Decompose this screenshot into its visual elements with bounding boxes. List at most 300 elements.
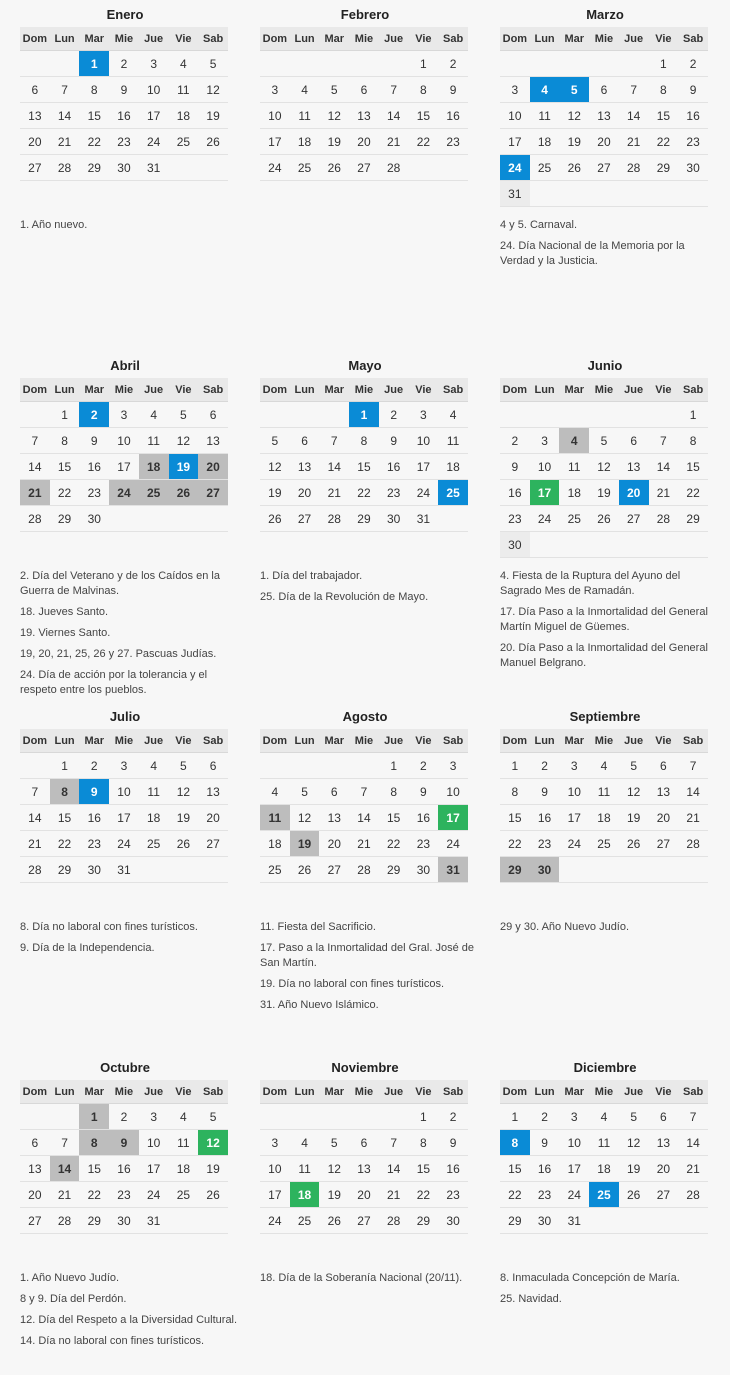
day-cell[interactable]: 6 [349,77,379,103]
day-cell[interactable]: 21 [349,831,379,857]
day-cell[interactable]: 25 [169,129,199,155]
day-cell[interactable]: 4 [559,428,589,454]
day-cell[interactable]: 19 [198,1156,228,1182]
day-cell[interactable]: 21 [50,129,80,155]
day-cell[interactable]: 19 [319,129,349,155]
day-cell[interactable]: 14 [678,779,708,805]
day-cell[interactable]: 28 [319,506,349,532]
day-cell[interactable]: 8 [349,428,379,454]
day-cell[interactable]: 17 [260,1182,290,1208]
day-cell[interactable]: 19 [559,129,589,155]
day-cell[interactable]: 26 [198,1182,228,1208]
day-cell[interactable]: 31 [409,506,439,532]
day-cell[interactable]: 7 [649,428,679,454]
day-cell[interactable]: 16 [79,805,109,831]
day-cell[interactable]: 15 [379,805,409,831]
day-cell[interactable]: 31 [500,181,530,207]
day-cell[interactable]: 12 [290,805,320,831]
day-cell[interactable]: 19 [619,1156,649,1182]
day-cell[interactable]: 8 [79,77,109,103]
day-cell[interactable]: 26 [260,506,290,532]
day-cell[interactable]: 6 [619,428,649,454]
day-cell[interactable]: 5 [559,77,589,103]
day-cell[interactable]: 15 [678,454,708,480]
day-cell[interactable]: 17 [109,805,139,831]
day-cell[interactable]: 27 [589,155,619,181]
day-cell[interactable]: 20 [619,480,649,506]
day-cell[interactable]: 12 [319,103,349,129]
day-cell[interactable]: 20 [349,129,379,155]
day-cell[interactable]: 24 [559,831,589,857]
day-cell[interactable]: 11 [530,103,560,129]
day-cell[interactable]: 25 [530,155,560,181]
day-cell[interactable]: 5 [198,1104,228,1130]
day-cell[interactable]: 16 [438,1156,468,1182]
day-cell[interactable]: 8 [500,779,530,805]
day-cell[interactable]: 3 [260,1130,290,1156]
day-cell[interactable]: 4 [169,1104,199,1130]
day-cell[interactable]: 5 [619,753,649,779]
day-cell[interactable]: 6 [349,1130,379,1156]
day-cell[interactable]: 25 [290,1208,320,1234]
day-cell[interactable]: 31 [438,857,468,883]
day-cell[interactable]: 23 [109,129,139,155]
day-cell[interactable]: 18 [260,831,290,857]
day-cell[interactable]: 22 [349,480,379,506]
day-cell[interactable]: 10 [409,428,439,454]
day-cell[interactable]: 5 [290,779,320,805]
day-cell[interactable]: 31 [139,155,169,181]
day-cell[interactable]: 29 [379,857,409,883]
day-cell[interactable]: 15 [79,1156,109,1182]
day-cell[interactable]: 13 [198,428,228,454]
day-cell[interactable]: 23 [530,831,560,857]
day-cell[interactable]: 22 [649,129,679,155]
day-cell[interactable]: 18 [559,480,589,506]
day-cell[interactable]: 2 [79,402,109,428]
day-cell[interactable]: 26 [198,129,228,155]
day-cell[interactable]: 18 [530,129,560,155]
day-cell[interactable]: 2 [409,753,439,779]
day-cell[interactable]: 12 [169,779,199,805]
day-cell[interactable]: 4 [139,402,169,428]
day-cell[interactable]: 3 [559,753,589,779]
day-cell[interactable]: 27 [349,1208,379,1234]
day-cell[interactable]: 27 [198,480,228,506]
day-cell[interactable]: 4 [438,402,468,428]
day-cell[interactable]: 7 [20,428,50,454]
day-cell[interactable]: 2 [109,1104,139,1130]
day-cell[interactable]: 1 [379,753,409,779]
day-cell[interactable]: 24 [500,155,530,181]
day-cell[interactable]: 4 [290,1130,320,1156]
day-cell[interactable]: 7 [349,779,379,805]
day-cell[interactable]: 9 [530,1130,560,1156]
day-cell[interactable]: 17 [409,454,439,480]
day-cell[interactable]: 16 [379,454,409,480]
day-cell[interactable]: 8 [409,77,439,103]
day-cell[interactable]: 28 [649,506,679,532]
day-cell[interactable]: 3 [530,428,560,454]
day-cell[interactable]: 6 [198,753,228,779]
day-cell[interactable]: 17 [139,103,169,129]
day-cell[interactable]: 31 [109,857,139,883]
day-cell[interactable]: 15 [50,805,80,831]
day-cell[interactable]: 10 [260,1156,290,1182]
day-cell[interactable]: 2 [530,1104,560,1130]
day-cell[interactable]: 20 [198,805,228,831]
day-cell[interactable]: 14 [50,1156,80,1182]
day-cell[interactable]: 29 [50,857,80,883]
day-cell[interactable]: 30 [530,1208,560,1234]
day-cell[interactable]: 10 [260,103,290,129]
day-cell[interactable]: 11 [559,454,589,480]
day-cell[interactable]: 20 [20,129,50,155]
day-cell[interactable]: 23 [678,129,708,155]
day-cell[interactable]: 22 [79,129,109,155]
day-cell[interactable]: 18 [169,103,199,129]
day-cell[interactable]: 18 [589,1156,619,1182]
day-cell[interactable]: 28 [678,1182,708,1208]
day-cell[interactable]: 27 [290,506,320,532]
day-cell[interactable]: 5 [619,1104,649,1130]
day-cell[interactable]: 6 [20,77,50,103]
day-cell[interactable]: 7 [619,77,649,103]
day-cell[interactable]: 21 [379,129,409,155]
day-cell[interactable]: 14 [20,805,50,831]
day-cell[interactable]: 25 [139,480,169,506]
day-cell[interactable]: 13 [198,779,228,805]
day-cell[interactable]: 6 [290,428,320,454]
day-cell[interactable]: 11 [438,428,468,454]
day-cell[interactable]: 19 [589,480,619,506]
day-cell[interactable]: 10 [109,428,139,454]
day-cell[interactable]: 23 [530,1182,560,1208]
day-cell[interactable]: 30 [500,532,530,558]
day-cell[interactable]: 23 [79,831,109,857]
day-cell[interactable]: 19 [169,454,199,480]
day-cell[interactable]: 30 [79,857,109,883]
day-cell[interactable]: 22 [79,1182,109,1208]
day-cell[interactable]: 2 [79,753,109,779]
day-cell[interactable]: 4 [589,1104,619,1130]
day-cell[interactable]: 2 [530,753,560,779]
day-cell[interactable]: 6 [649,753,679,779]
day-cell[interactable]: 29 [409,1208,439,1234]
day-cell[interactable]: 24 [409,480,439,506]
day-cell[interactable]: 31 [559,1208,589,1234]
day-cell[interactable]: 17 [559,1156,589,1182]
day-cell[interactable]: 22 [500,831,530,857]
day-cell[interactable]: 12 [198,77,228,103]
day-cell[interactable]: 10 [438,779,468,805]
day-cell[interactable]: 5 [589,428,619,454]
day-cell[interactable]: 11 [589,1130,619,1156]
day-cell[interactable]: 17 [260,129,290,155]
day-cell[interactable]: 5 [319,1130,349,1156]
day-cell[interactable]: 30 [438,1208,468,1234]
day-cell[interactable]: 28 [349,857,379,883]
day-cell[interactable]: 13 [649,1130,679,1156]
day-cell[interactable]: 18 [139,454,169,480]
day-cell[interactable]: 20 [589,129,619,155]
day-cell[interactable]: 15 [50,454,80,480]
day-cell[interactable]: 23 [438,1182,468,1208]
day-cell[interactable]: 16 [530,805,560,831]
day-cell[interactable]: 29 [649,155,679,181]
day-cell[interactable]: 1 [79,51,109,77]
day-cell[interactable]: 17 [559,805,589,831]
day-cell[interactable]: 15 [409,1156,439,1182]
day-cell[interactable]: 9 [409,779,439,805]
day-cell[interactable]: 21 [379,1182,409,1208]
day-cell[interactable]: 17 [530,480,560,506]
day-cell[interactable]: 13 [619,454,649,480]
day-cell[interactable]: 15 [349,454,379,480]
day-cell[interactable]: 20 [649,1156,679,1182]
day-cell[interactable]: 6 [20,1130,50,1156]
day-cell[interactable]: 24 [260,155,290,181]
day-cell[interactable]: 16 [109,103,139,129]
day-cell[interactable]: 13 [349,103,379,129]
day-cell[interactable]: 24 [109,480,139,506]
day-cell[interactable]: 25 [589,831,619,857]
day-cell[interactable]: 25 [438,480,468,506]
day-cell[interactable]: 5 [260,428,290,454]
day-cell[interactable]: 22 [50,480,80,506]
day-cell[interactable]: 16 [530,1156,560,1182]
day-cell[interactable]: 27 [649,1182,679,1208]
day-cell[interactable]: 10 [139,77,169,103]
day-cell[interactable]: 12 [198,1130,228,1156]
day-cell[interactable]: 11 [589,779,619,805]
day-cell[interactable]: 26 [319,1208,349,1234]
day-cell[interactable]: 8 [379,779,409,805]
day-cell[interactable]: 9 [530,779,560,805]
day-cell[interactable]: 24 [530,506,560,532]
day-cell[interactable]: 2 [500,428,530,454]
day-cell[interactable]: 13 [20,103,50,129]
day-cell[interactable]: 17 [139,1156,169,1182]
day-cell[interactable]: 15 [500,805,530,831]
day-cell[interactable]: 1 [500,753,530,779]
day-cell[interactable]: 27 [198,831,228,857]
day-cell[interactable]: 17 [438,805,468,831]
day-cell[interactable]: 28 [379,155,409,181]
day-cell[interactable]: 24 [260,1208,290,1234]
day-cell[interactable]: 4 [589,753,619,779]
day-cell[interactable]: 14 [379,103,409,129]
day-cell[interactable]: 9 [79,779,109,805]
day-cell[interactable]: 3 [109,402,139,428]
day-cell[interactable]: 24 [139,129,169,155]
day-cell[interactable]: 14 [319,454,349,480]
day-cell[interactable]: 4 [260,779,290,805]
day-cell[interactable]: 21 [649,480,679,506]
day-cell[interactable]: 18 [589,805,619,831]
day-cell[interactable]: 29 [79,155,109,181]
day-cell[interactable]: 28 [379,1208,409,1234]
day-cell[interactable]: 20 [349,1182,379,1208]
day-cell[interactable]: 23 [438,129,468,155]
day-cell[interactable]: 2 [438,51,468,77]
day-cell[interactable]: 7 [678,753,708,779]
day-cell[interactable]: 25 [169,1182,199,1208]
day-cell[interactable]: 28 [20,857,50,883]
day-cell[interactable]: 29 [349,506,379,532]
day-cell[interactable]: 10 [139,1130,169,1156]
day-cell[interactable]: 3 [409,402,439,428]
day-cell[interactable]: 1 [79,1104,109,1130]
day-cell[interactable]: 7 [20,779,50,805]
day-cell[interactable]: 6 [649,1104,679,1130]
day-cell[interactable]: 20 [290,480,320,506]
day-cell[interactable]: 30 [409,857,439,883]
day-cell[interactable]: 2 [379,402,409,428]
day-cell[interactable]: 22 [409,1182,439,1208]
day-cell[interactable]: 30 [79,506,109,532]
day-cell[interactable]: 23 [500,506,530,532]
day-cell[interactable]: 2 [678,51,708,77]
day-cell[interactable]: 1 [678,402,708,428]
day-cell[interactable]: 16 [109,1156,139,1182]
day-cell[interactable]: 23 [109,1182,139,1208]
day-cell[interactable]: 28 [50,1208,80,1234]
day-cell[interactable]: 5 [169,753,199,779]
day-cell[interactable]: 12 [559,103,589,129]
day-cell[interactable]: 20 [319,831,349,857]
day-cell[interactable]: 10 [500,103,530,129]
day-cell[interactable]: 28 [20,506,50,532]
day-cell[interactable]: 30 [109,1208,139,1234]
day-cell[interactable]: 16 [678,103,708,129]
day-cell[interactable]: 14 [20,454,50,480]
day-cell[interactable]: 7 [379,1130,409,1156]
day-cell[interactable]: 21 [20,831,50,857]
day-cell[interactable]: 4 [530,77,560,103]
day-cell[interactable]: 11 [169,1130,199,1156]
day-cell[interactable]: 23 [409,831,439,857]
day-cell[interactable]: 18 [290,129,320,155]
day-cell[interactable]: 13 [290,454,320,480]
day-cell[interactable]: 12 [589,454,619,480]
day-cell[interactable]: 1 [409,51,439,77]
day-cell[interactable]: 13 [319,805,349,831]
day-cell[interactable]: 1 [50,402,80,428]
day-cell[interactable]: 3 [559,1104,589,1130]
day-cell[interactable]: 15 [500,1156,530,1182]
day-cell[interactable]: 4 [139,753,169,779]
day-cell[interactable]: 8 [678,428,708,454]
day-cell[interactable]: 28 [619,155,649,181]
day-cell[interactable]: 2 [109,51,139,77]
day-cell[interactable]: 21 [678,805,708,831]
day-cell[interactable]: 4 [290,77,320,103]
day-cell[interactable]: 7 [50,1130,80,1156]
day-cell[interactable]: 10 [530,454,560,480]
day-cell[interactable]: 11 [260,805,290,831]
day-cell[interactable]: 19 [169,805,199,831]
day-cell[interactable]: 8 [409,1130,439,1156]
day-cell[interactable]: 3 [139,1104,169,1130]
day-cell[interactable]: 24 [109,831,139,857]
day-cell[interactable]: 27 [20,1208,50,1234]
day-cell[interactable]: 1 [50,753,80,779]
day-cell[interactable]: 27 [20,155,50,181]
day-cell[interactable]: 5 [319,77,349,103]
day-cell[interactable]: 30 [678,155,708,181]
day-cell[interactable]: 8 [50,428,80,454]
day-cell[interactable]: 19 [198,103,228,129]
day-cell[interactable]: 7 [50,77,80,103]
day-cell[interactable]: 25 [559,506,589,532]
day-cell[interactable]: 25 [589,1182,619,1208]
day-cell[interactable]: 13 [649,779,679,805]
day-cell[interactable]: 23 [79,480,109,506]
day-cell[interactable]: 26 [169,480,199,506]
day-cell[interactable]: 19 [319,1182,349,1208]
day-cell[interactable]: 26 [169,831,199,857]
day-cell[interactable]: 21 [50,1182,80,1208]
day-cell[interactable]: 29 [79,1208,109,1234]
day-cell[interactable]: 22 [50,831,80,857]
day-cell[interactable]: 3 [438,753,468,779]
day-cell[interactable]: 17 [109,454,139,480]
day-cell[interactable]: 11 [290,1156,320,1182]
day-cell[interactable]: 8 [649,77,679,103]
day-cell[interactable]: 31 [139,1208,169,1234]
day-cell[interactable]: 8 [500,1130,530,1156]
day-cell[interactable]: 6 [589,77,619,103]
day-cell[interactable]: 23 [379,480,409,506]
day-cell[interactable]: 18 [169,1156,199,1182]
day-cell[interactable]: 9 [678,77,708,103]
day-cell[interactable]: 6 [198,402,228,428]
day-cell[interactable]: 10 [559,1130,589,1156]
day-cell[interactable]: 27 [349,155,379,181]
day-cell[interactable]: 8 [50,779,80,805]
day-cell[interactable]: 5 [198,51,228,77]
day-cell[interactable]: 2 [438,1104,468,1130]
day-cell[interactable]: 11 [139,428,169,454]
day-cell[interactable]: 30 [379,506,409,532]
day-cell[interactable]: 22 [379,831,409,857]
day-cell[interactable]: 20 [20,1182,50,1208]
day-cell[interactable]: 16 [79,454,109,480]
day-cell[interactable]: 12 [260,454,290,480]
day-cell[interactable]: 24 [139,1182,169,1208]
day-cell[interactable]: 9 [79,428,109,454]
day-cell[interactable]: 25 [139,831,169,857]
day-cell[interactable]: 11 [139,779,169,805]
day-cell[interactable]: 9 [109,1130,139,1156]
day-cell[interactable]: 1 [409,1104,439,1130]
day-cell[interactable]: 10 [559,779,589,805]
day-cell[interactable]: 26 [589,506,619,532]
day-cell[interactable]: 19 [619,805,649,831]
day-cell[interactable]: 11 [169,77,199,103]
day-cell[interactable]: 12 [169,428,199,454]
day-cell[interactable]: 1 [649,51,679,77]
day-cell[interactable]: 22 [409,129,439,155]
day-cell[interactable]: 26 [319,155,349,181]
day-cell[interactable]: 12 [619,1130,649,1156]
day-cell[interactable]: 24 [559,1182,589,1208]
day-cell[interactable]: 29 [678,506,708,532]
day-cell[interactable]: 1 [500,1104,530,1130]
day-cell[interactable]: 14 [619,103,649,129]
day-cell[interactable]: 11 [290,103,320,129]
